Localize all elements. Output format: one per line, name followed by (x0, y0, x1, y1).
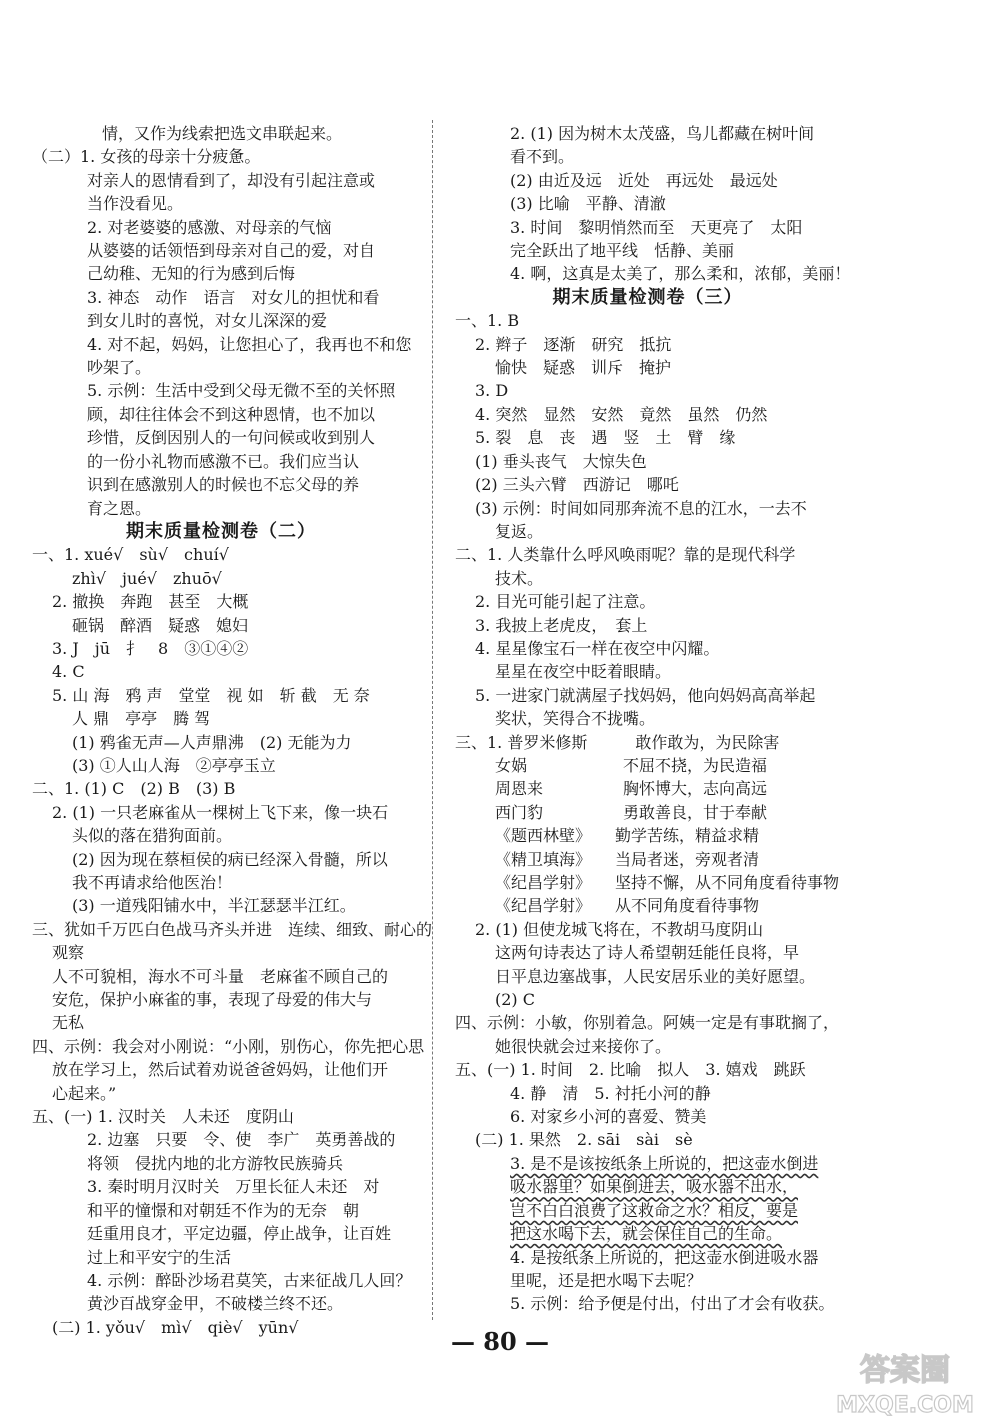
answer-line: 女娲 不屈不挠，为民造福 (495, 755, 768, 775)
answer-line: 观察 (52, 943, 85, 963)
answer-line: 将领 侵扰内地的北方游牧民族骑兵 (87, 1153, 344, 1173)
answer-line: 岂不白白浪费了这救命之水？相反，要是 (510, 1200, 799, 1220)
answer-line: 三、1. 普罗米修斯 敢作敢为，为民除害 (455, 732, 780, 752)
watermark-line1: 答案圈 (860, 1353, 950, 1388)
answer-line: 3. 我披上老虎皮， 套上 (475, 615, 648, 635)
answer-line: 和平的憧憬和对朝廷不作为的无奈 朝 (87, 1200, 360, 1220)
answer-line: (3) 比喻 平静、清澈 (510, 194, 666, 214)
answer-line: (3) 一道残阳铺水中，半江瑟瑟半江红。 (72, 896, 356, 916)
answer-line: 2. 边塞 只要 令、使 李广 英勇善战的 (87, 1130, 396, 1150)
answer-line: 一、1. B (455, 311, 520, 331)
answer-line: 看不到。 (510, 147, 575, 167)
answer-line: 2. 目光可能引起了注意。 (475, 592, 656, 612)
answer-line: 从婆婆的话领悟到母亲对自己的爱，对自 (87, 241, 376, 261)
answer-line: 当作没看见。 (87, 194, 184, 214)
answer-line: 吸水器里？如果倒进去，吸水器不出水， (510, 1177, 799, 1197)
answer-line: 《题西林壁》 勤学苦练，精益求精 (495, 826, 760, 846)
answer-line: 育之恩。 (87, 498, 152, 518)
answer-line: 二、1. (1) C (2) B (3) B (32, 779, 236, 799)
answer-line: 5. 一进家门就满屋子找妈妈，他向妈妈高高举起 (475, 685, 816, 705)
answer-line: 二、1. 人类靠什么呼风唤雨呢？靠的是现代科学 (455, 545, 796, 565)
answer-line: 人 鼎 亭亭 腾 驾 (72, 709, 211, 729)
answer-line: 奖状，笑得合不拢嘴。 (495, 709, 656, 729)
answer-line: 日平息边塞战事，人民安居乐业的美好愿望。 (495, 966, 816, 986)
watermark-line2: MXQE.COM (836, 1393, 974, 1418)
answer-line: 廷重用良才，平定边疆，停止战争，让百姓 (87, 1224, 392, 1244)
answer-line: (二) 1. 果然 2. sāi sài sè (475, 1130, 693, 1150)
answer-line: 《精卫填海》 当局者迷，旁观者清 (495, 849, 760, 869)
answer-line: 情，又作为线索把选文串联起来。 (102, 124, 343, 143)
answer-line: 4. 星星像宝石一样在夜空中闪耀。 (475, 638, 720, 658)
answer-line: 把这水喝下去，就会保住自己的生命。 (510, 1224, 783, 1244)
answer-line: 4. 静 清 5. 衬托小河的静 (510, 1083, 711, 1103)
answer-line: (2) C (495, 990, 535, 1010)
answer-line: 3. J jū 扌 8 ③①④② (52, 638, 249, 658)
answer-line: 到女儿时的喜悦，对女儿深深的爱 (87, 311, 328, 331)
answer-line: 四、示例：我会对小刚说：“小刚，别伤心，你先把心思 (32, 1036, 425, 1056)
answer-line: 5. 示例：生活中受到父母无微不至的关怀照 (87, 381, 396, 401)
answer-line: 2. (1) 但使龙城飞将在，不教胡马度阴山 (475, 919, 764, 939)
answer-line: 3. D (475, 381, 509, 401)
answer-line: 心起来。” (52, 1083, 117, 1103)
answer-line: 对亲人的恩情看到了，却没有引起注意或 (87, 170, 376, 190)
answer-line: 4. 是按纸条上所说的，把这壶水倒进吸水器 (510, 1247, 819, 1267)
answer-line: 《纪昌学射》 从不同角度看待事物 (495, 896, 760, 916)
answer-line: 5. 裂 息 丧 遇 竖 土 臂 缘 (475, 428, 736, 448)
answer-line: (2) 因为现在蔡桓侯的病已经深入骨髓，所以 (72, 849, 388, 869)
answer-line: (3) 示例：时间如同那奔流不息的江水，一去不 (475, 498, 807, 518)
answer-line: 4. 对不起，妈妈，让您担心了，我再也不和您 (87, 334, 412, 354)
answer-line: 6. 对家乡小河的喜爱、赞美 (510, 1107, 707, 1127)
answer-line: 人不可貌相，海水不可斗量 老麻雀不顾自己的 (52, 966, 389, 986)
answer-line: 技术。 (495, 568, 544, 588)
answer-line: 里呢，还是把水喝下去呢？ (510, 1270, 703, 1290)
section-heading: 期末质量检测卷（三） (552, 286, 743, 308)
answer-line: （二）1. 女孩的母亲十分疲惫。 (32, 147, 261, 167)
answer-line: 4. C (52, 662, 85, 682)
answer-line: 砸锅 醉酒 疑惑 媳妇 (72, 615, 249, 635)
answer-line: 安危，保护小麻雀的事，表现了母爱的伟大与 (52, 990, 373, 1010)
answer-line: 2. (1) 因为树木太茂盛，鸟儿都藏在树叶间 (510, 124, 815, 143)
answer-line: 3. 时间 黎明悄然而至 天更亮了 太阳 (510, 217, 803, 237)
answer-line: 愉快 疑惑 训斥 掩护 (495, 358, 672, 378)
answer-line: 5. 示例：给予便是付出，付出了才会有收获。 (510, 1294, 835, 1314)
answer-line: 识到在感激别人的时候也不忘父母的养 (87, 475, 360, 495)
answer-line: (2) 三头六臂 西游记 哪吒 (475, 475, 679, 495)
answer-line: 完全跃出了地平线 恬静、美丽 (510, 241, 735, 261)
answer-line: 四、示例：小敏，你别着急。阿姨一定是有事耽搁了， (455, 1013, 840, 1033)
section-heading: 期末质量检测卷（二） (126, 520, 316, 542)
answer-line: zhì√ jué√ zhuō√ (72, 568, 222, 588)
answer-line: 五、(一) 1. 时间 2. 比喻 拟人 3. 嬉戏 跳跃 (455, 1060, 806, 1080)
answer-line: 吵架了。 (87, 358, 152, 378)
answer-line: 3. 神态 动作 语言 对女儿的担忧和看 (87, 287, 380, 307)
answer-line: 黄沙百战穿金甲，不破楼兰终不还。 (87, 1294, 344, 1314)
answer-line: (1) 鸦雀无声—人声鼎沸 (2) 无能为力 (72, 732, 352, 752)
answer-line: 5. 山 海 鸦 声 堂堂 视 如 斩 截 无 奈 (52, 685, 370, 705)
answer-line: 这两句诗表达了诗人希望朝廷能任良将，早 (495, 943, 800, 963)
answer-line: 顾，却往往体会不到这种恩情，也不加以 (87, 404, 376, 424)
answer-line: 4. 突然 显然 安然 竟然 虽然 仍然 (475, 404, 768, 424)
answer-line: 2. (1) 一只老麻雀从一棵树上飞下来，像一块石 (52, 802, 389, 822)
answer-line: 己幼稚、无知的行为感到后悔 (87, 264, 296, 284)
answer-line: 她很快就会过来接你了。 (495, 1036, 672, 1056)
answer-line: 2. 对老婆婆的感激、对母亲的气恼 (87, 217, 332, 237)
answer-line: 五、(一) 1. 汉时关 人未还 度阴山 (32, 1107, 294, 1127)
answer-line: 西门豹 勇敢善良，甘于奉献 (495, 802, 768, 822)
watermark-logo (820, 1342, 990, 1420)
column-divider (432, 120, 433, 1320)
answer-line: (2) 由近及远 近处 再远处 最远处 (510, 170, 778, 190)
answer-line: 4. 啊，这真是太美了，那么柔和，浓郁，美丽！ (510, 264, 851, 284)
answer-line: 一、1. xué√ sù√ chuí√ (32, 545, 229, 565)
answer-line: 我不再请求给他医治！ (72, 873, 233, 892)
answer-line: (二) 1. yǒu√ mì√ qiè√ yūn√ (52, 1317, 299, 1337)
answer-line: 的一份小礼物而感激不已。我们应当认 (87, 451, 360, 471)
answer-line: (3) ①人山人海 ②亭亭玉立 (72, 755, 276, 775)
answer-line: 放在学习上，然后试着劝说爸爸妈妈，让他们开 (52, 1060, 389, 1080)
answer-line: 《纪昌学射》 坚持不懈，从不同角度看待事物 (495, 873, 840, 892)
answer-line: 头似的落在猎狗面前。 (72, 826, 233, 846)
left-column (32, 122, 433, 1339)
answer-line: 过上和平安宁的生活 (87, 1247, 232, 1267)
answer-line: 4. 示例：醉卧沙场君莫笑，古来征战几人回？ (87, 1270, 412, 1290)
answer-line: 星星在夜空中眨着眼睛。 (495, 662, 672, 682)
answer-line: 三、犹如千万匹白色战马齐头并进 连续、细致、耐心的 (32, 919, 433, 939)
answer-line: 复返。 (495, 521, 544, 541)
right-column (455, 122, 851, 1316)
answer-line: 周恩来 胸怀博大，志向高远 (495, 779, 768, 799)
answer-line: 3. 是不是该按纸条上所说的，把这壶水倒进 (510, 1153, 819, 1173)
answer-line: 无私 (52, 1013, 85, 1033)
answer-line: (1) 垂头丧气 大惊失色 (475, 451, 647, 471)
answer-line: 珍惜，反倒因别人的一句问候或收到别人 (87, 428, 376, 448)
answer-line: 2. 撤换 奔跑 甚至 大概 (52, 592, 249, 612)
answer-line: 3. 秦时明月汉时关 万里长征人未还 对 (87, 1177, 380, 1197)
page-number: — 80 — (450, 1327, 550, 1356)
answer-line: 2. 辫子 逐渐 研究 抵抗 (475, 334, 672, 354)
